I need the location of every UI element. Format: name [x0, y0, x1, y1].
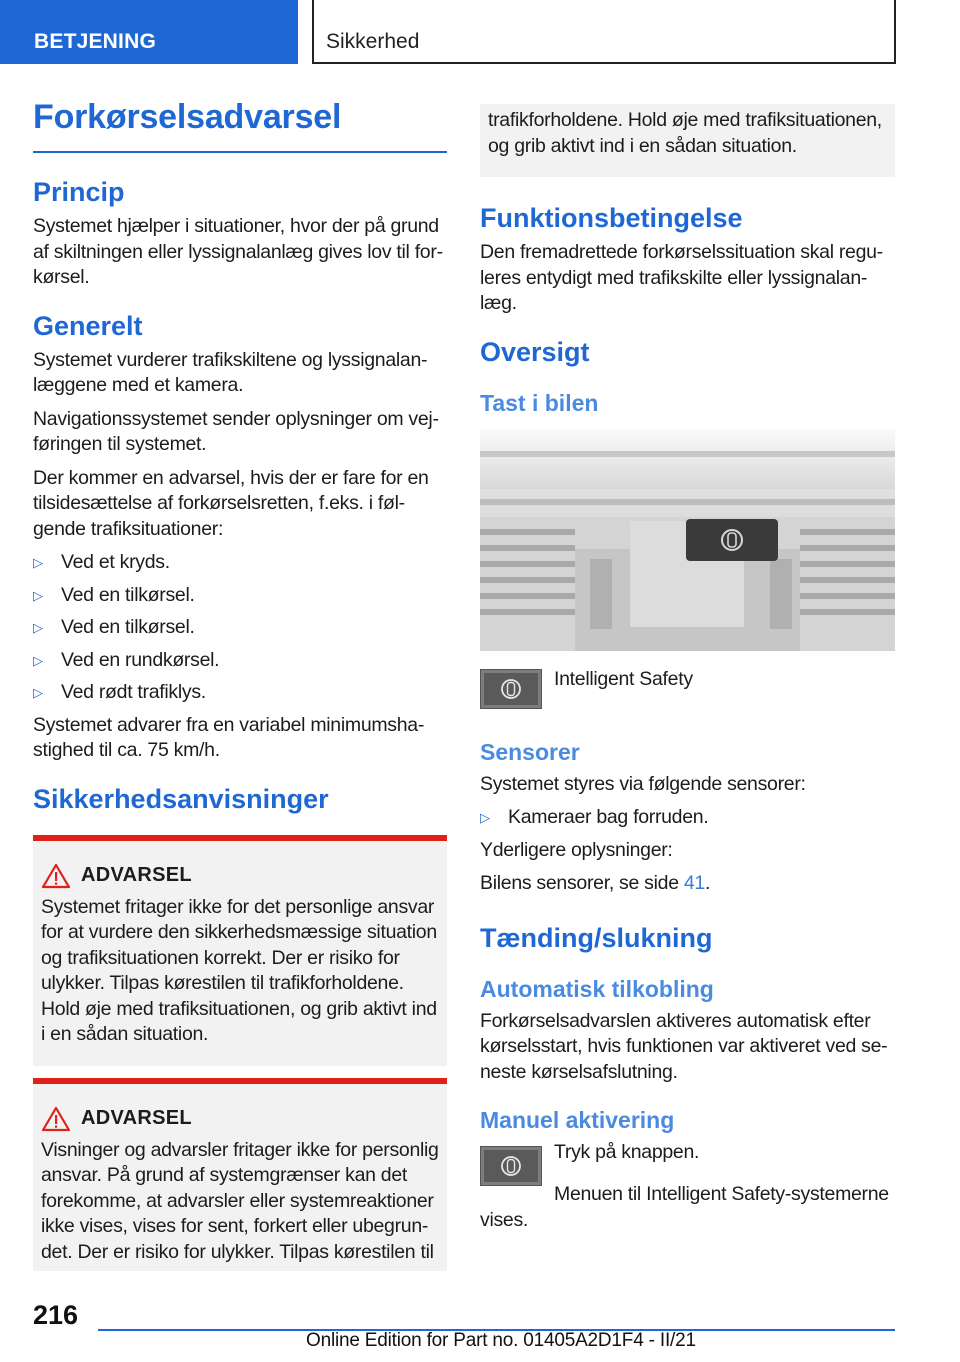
- edition-text: Online Edition for Part no. 01405A2D1F4 - II/21: [306, 1330, 696, 1351]
- heading-funktion: Funktionsbetingelse: [480, 203, 743, 233]
- sensorer-more: Yderligere oplysninger:: [480, 838, 673, 861]
- warning-title: ADVARSEL: [81, 1107, 192, 1129]
- manual-result: Menuen til Intelligent Safety-systemerne vises.: [480, 1183, 889, 1231]
- list-item: ▷ Ved en tilkørsel.: [33, 615, 447, 641]
- list-item: ▷ Kameraer bag forruden.: [480, 805, 895, 831]
- intelligent-safety-button-icon[interactable]: [480, 1146, 542, 1186]
- generelt-text-1: Systemet vurderer trafikskiltene og lyssignalanlæggene med et kamera.: [33, 348, 428, 396]
- heading-automatisk: Automatisk tilkobling: [480, 975, 714, 1002]
- button-label: Intelligent Safety: [554, 667, 693, 690]
- warning-text: trafikforholdene. Hold øje med trafiksituationen, og grib aktivt ind i en sådan situation.: [488, 109, 882, 157]
- automatisk-text: Forkørselsadvarslen aktiveres automatisk efter kørselsstart, hvis funktionen var aktiveret ved seneste kørselsafslutning.: [480, 1009, 888, 1083]
- right-column: [480, 104, 895, 1241]
- page-title: Forkørselsadvarsel: [33, 98, 447, 153]
- heading-safety: Sikkerhedsanvisninger: [33, 783, 329, 814]
- sensorer-text: Systemet styres via følgende sensorer:: [480, 772, 806, 795]
- situations-list: [33, 550, 447, 706]
- list-item: ▷ Ved en tilkørsel.: [33, 583, 447, 609]
- triangle-bullet-icon: ▷: [480, 810, 490, 825]
- list-item: ▷ Ved rødt trafiklys.: [33, 680, 447, 706]
- heading-princip: Princip: [33, 177, 125, 207]
- sensor-list: [480, 805, 895, 831]
- triangle-bullet-icon: ▷: [33, 652, 43, 668]
- funktion-text: Den fremadrettede forkørselssituation skal reguleres entydigt med trafikskilte eller lyssignalanlæg.: [480, 241, 884, 314]
- sensorer-ref: Bilens sensorer, se side 41.: [480, 872, 711, 894]
- princip-text: Systemet hjælper i situationer, hvor der på grund af skiltningen eller lyssignalanlæg gives lov til forkørsel.: [33, 215, 444, 288]
- warning-triangle-icon: [41, 1106, 71, 1132]
- heading-generelt: Generelt: [33, 310, 143, 341]
- warning-box-1: [33, 835, 447, 1066]
- list-item: ▷ Ved en rundkørsel.: [33, 648, 447, 674]
- left-column: [33, 98, 447, 1271]
- button-legend-row: [480, 669, 895, 709]
- heading-tast-i-bilen: Tast i bilen: [480, 389, 599, 416]
- triangle-bullet-icon: ▷: [33, 685, 43, 700]
- heading-sensorer: Sensorer: [480, 738, 580, 765]
- triangle-bullet-icon: ▷: [33, 555, 43, 570]
- chapter-tab: BETJENING: [0, 0, 298, 64]
- manual-step-row: [480, 1140, 895, 1186]
- intelligent-safety-button-icon[interactable]: [480, 669, 542, 709]
- generelt-text-3: Der kommer en advarsel, hvis der er fare for en tilsidesættelse af forkørselsretten, f.eks. i følgende trafiksituationer:: [33, 466, 429, 540]
- warning-box-2-continued: [480, 104, 895, 177]
- heading-oversigt: Oversigt: [480, 336, 590, 367]
- section-header: Sikkerhed: [312, 0, 896, 64]
- page-reference-link[interactable]: 41: [683, 872, 705, 894]
- generelt-text-4: Systemet advarer fra en variabel minimumshastighed til ca. 75 km/h.: [33, 713, 425, 761]
- warning-triangle-icon: [41, 863, 71, 889]
- page-number: 216: [33, 1300, 79, 1330]
- triangle-bullet-icon: ▷: [33, 587, 43, 603]
- car-dashboard-photo: [480, 429, 895, 651]
- heading-manuel: Manuel aktivering: [480, 1107, 675, 1133]
- warning-box-2: [33, 1078, 447, 1272]
- list-item: ▷ Ved et kryds.: [33, 550, 447, 576]
- heading-taending: Tænding/slukning: [480, 922, 713, 953]
- triangle-bullet-icon: ▷: [33, 620, 43, 635]
- generelt-text-2: Navigationssystemet sender oplysninger om vejføringen til systemet.: [33, 407, 439, 455]
- warning-text: Systemet fritager ikke for det personlige ansvar for at vurdere den sikkerhedsmæssige situation og trafiksituationen korrekt. Der er risiko for ulykker. Tilpas kørestilen til trafikforholdene. Hold øje med trafiksituationen, og grib aktivt ind i en sådan situation.: [41, 895, 437, 1045]
- warning-text: Visninger og advarsler fritager ikke for personlig ansvar. På grund af systemgrænser kan det forekomme, at advarsler eller systemreaktioner ikke vises, vises for sent, forkert eller ubegrundet. Der er risiko for ulykker. Tilpas kørestilen til: [41, 1138, 439, 1263]
- warning-title: ADVARSEL: [81, 864, 192, 886]
- manual-step: Tryk på knappen.: [554, 1141, 700, 1163]
